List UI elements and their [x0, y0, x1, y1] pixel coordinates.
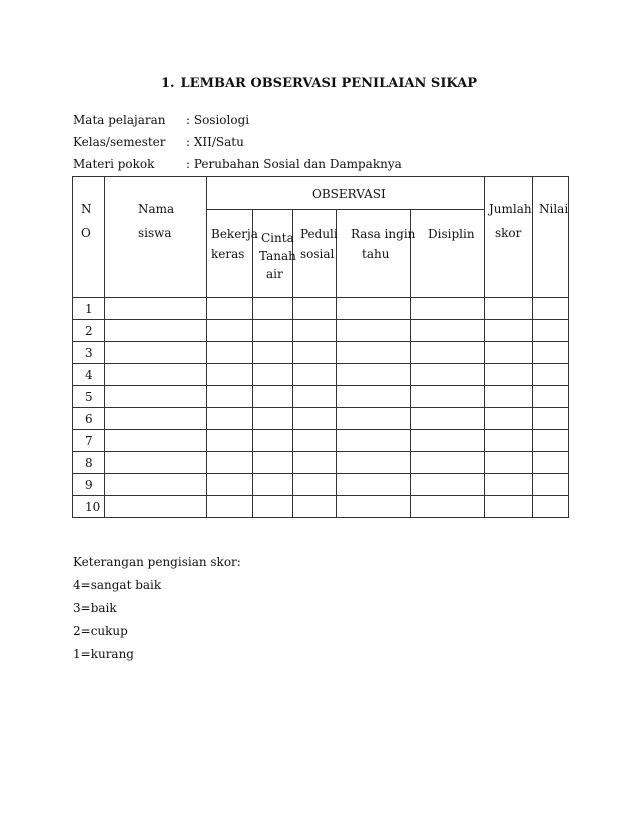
sub-bekerja-line1: Bekerja — [211, 227, 258, 241]
no-header-line2: O — [81, 226, 91, 240]
table-row — [73, 364, 569, 386]
table-cell — [533, 364, 569, 386]
table-cell — [485, 298, 533, 320]
table-cell — [253, 474, 293, 496]
table-cell — [533, 474, 569, 496]
table-cell — [207, 452, 253, 474]
table-cell — [411, 496, 485, 518]
table-cell — [411, 342, 485, 364]
table-cell — [411, 320, 485, 342]
notes-heading: Keterangan pengisian skor: — [73, 555, 241, 569]
row-number: 1 — [73, 298, 105, 320]
table-cell — [533, 430, 569, 452]
table-row — [73, 496, 569, 518]
observasi-header: OBSERVASI — [312, 187, 386, 201]
nilai-header: Nilai — [539, 202, 569, 216]
table-cell — [337, 496, 411, 518]
table-cell — [411, 452, 485, 474]
sub-rasa-line2: tahu — [362, 247, 390, 261]
table-cell — [105, 364, 207, 386]
sub-cinta-line3: air — [266, 267, 283, 281]
sub-cinta-line2: Tanah — [259, 249, 296, 263]
table-cell — [337, 320, 411, 342]
row-number: 5 — [73, 386, 105, 408]
table-cell — [105, 496, 207, 518]
table-cell — [253, 364, 293, 386]
table-cell — [533, 298, 569, 320]
notes-item: 1=kurang — [73, 647, 134, 661]
table-cell — [485, 364, 533, 386]
table-cell — [253, 320, 293, 342]
table-cell — [105, 430, 207, 452]
nama-header-line1: Nama — [138, 202, 175, 216]
table-cell — [253, 452, 293, 474]
table-cell — [337, 474, 411, 496]
table-cell — [253, 342, 293, 364]
table-cell — [485, 430, 533, 452]
table-cell — [293, 364, 337, 386]
table-cell — [253, 496, 293, 518]
table-cell — [485, 474, 533, 496]
table-cell — [207, 496, 253, 518]
table-cell — [207, 298, 253, 320]
table-cell — [337, 430, 411, 452]
table-row — [73, 298, 569, 320]
table-cell — [293, 386, 337, 408]
table-cell — [533, 408, 569, 430]
row-number: 7 — [73, 430, 105, 452]
row-number: 10 — [73, 496, 105, 518]
score-notes — [73, 551, 241, 666]
table-cell — [207, 430, 253, 452]
row-number: 3 — [73, 342, 105, 364]
table-cell — [207, 364, 253, 386]
sub-disiplin: Disiplin — [428, 227, 475, 241]
table-row — [73, 474, 569, 496]
table-cell — [337, 408, 411, 430]
table-cell — [411, 430, 485, 452]
sub-rasa-line1: Rasa ingin — [351, 227, 416, 241]
table-cell — [207, 386, 253, 408]
table-cell — [207, 474, 253, 496]
table-cell — [337, 386, 411, 408]
table-cell — [105, 298, 207, 320]
meta-value: : Perubahan Sosial dan Dampaknya — [186, 157, 402, 171]
table-cell — [485, 320, 533, 342]
table-cell — [293, 474, 337, 496]
title-number: 1. — [160, 76, 175, 91]
meta-row-class — [73, 135, 244, 149]
table-cell — [411, 364, 485, 386]
table-cell — [105, 386, 207, 408]
meta-label: Mata pelajaran — [73, 113, 166, 127]
table-cell — [533, 320, 569, 342]
table-row — [73, 430, 569, 452]
meta-value: : XII/Satu — [186, 135, 244, 149]
table-cell — [105, 342, 207, 364]
table-cell — [411, 298, 485, 320]
table-cell — [533, 496, 569, 518]
table-row — [73, 452, 569, 474]
header-nilai — [533, 177, 569, 298]
table-cell — [105, 408, 207, 430]
sub-peduli-line2: sosial — [300, 247, 335, 261]
sub-bekerja-line2: keras — [211, 247, 245, 261]
sub-cinta-line1: Cinta — [261, 231, 294, 245]
table-cell — [207, 408, 253, 430]
row-number: 8 — [73, 452, 105, 474]
page-title — [0, 76, 638, 91]
table-cell — [253, 408, 293, 430]
notes-item: 4=sangat baik — [73, 578, 162, 592]
jumlah-header-line1: Jumlah — [489, 202, 532, 216]
notes-item: 3=baik — [73, 601, 117, 615]
table-row — [73, 408, 569, 430]
table-cell — [207, 320, 253, 342]
table-cell — [293, 298, 337, 320]
table-cell — [411, 408, 485, 430]
sub-peduli-line1: Peduli — [300, 227, 338, 241]
table-cell — [337, 298, 411, 320]
table-cell — [485, 386, 533, 408]
table-cell — [105, 320, 207, 342]
table-cell — [337, 452, 411, 474]
table-cell — [293, 496, 337, 518]
table-cell — [411, 474, 485, 496]
row-number: 4 — [73, 364, 105, 386]
table-cell — [411, 386, 485, 408]
table-cell — [293, 430, 337, 452]
table-cell — [485, 342, 533, 364]
table-cell — [533, 342, 569, 364]
jumlah-header-line2: skor — [495, 226, 522, 240]
table-cell — [485, 496, 533, 518]
table-cell — [105, 474, 207, 496]
table-cell — [253, 386, 293, 408]
table-row — [73, 386, 569, 408]
table-cell — [293, 320, 337, 342]
title-text: LEMBAR OBSERVASI PENILAIAN SIKAP — [180, 76, 478, 91]
table-row — [73, 320, 569, 342]
table-cell — [337, 364, 411, 386]
meta-label: Kelas/semester — [73, 135, 166, 149]
table-cell — [485, 452, 533, 474]
meta-row-topic — [73, 157, 402, 171]
table-cell — [533, 386, 569, 408]
table-cell — [253, 298, 293, 320]
table-cell — [485, 408, 533, 430]
no-header-line1: N — [81, 202, 92, 216]
row-number: 6 — [73, 408, 105, 430]
meta-value: : Sosiologi — [186, 113, 250, 127]
meta-label: Materi pokok — [73, 157, 155, 171]
meta-row-subject — [73, 113, 249, 127]
table-cell — [293, 342, 337, 364]
table-cell — [293, 452, 337, 474]
table-cell — [533, 452, 569, 474]
table-cell — [293, 408, 337, 430]
notes-item: 2=cukup — [73, 624, 128, 638]
table-cell — [105, 452, 207, 474]
table-row — [73, 342, 569, 364]
nama-header-line2: siswa — [138, 226, 172, 240]
table-cell — [337, 342, 411, 364]
table-cell — [253, 430, 293, 452]
row-number: 2 — [73, 320, 105, 342]
table-cell — [207, 342, 253, 364]
row-number: 9 — [73, 474, 105, 496]
